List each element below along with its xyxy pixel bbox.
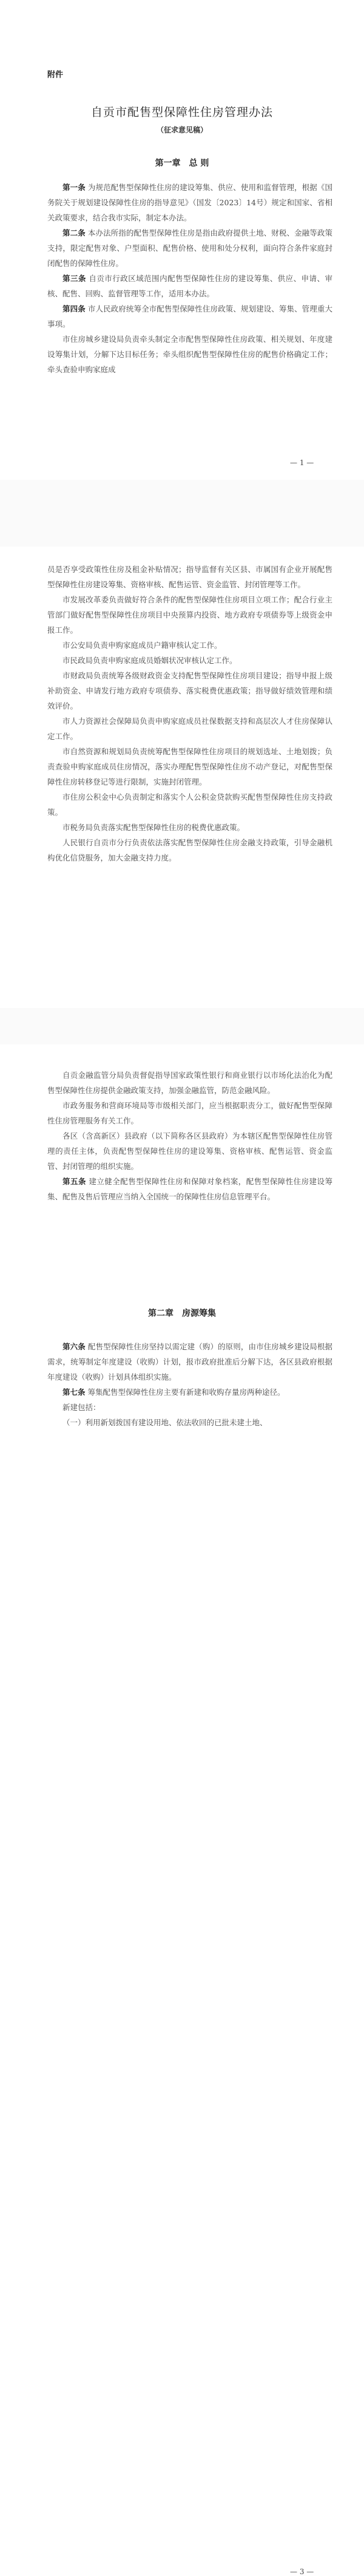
article-label: 第六条	[62, 1342, 86, 1351]
article-label: 第一条	[62, 183, 86, 192]
paragraph: 自贡金融监管分局负责督促指导国家政策性银行和商业银行以市场化法治化为配售型保障性住房提供金融政策支持，加强金融监管，防范金融风险。	[47, 1071, 332, 1095]
article-2	[47, 225, 332, 271]
page-1	[0, 0, 364, 480]
paragraph: 新建包括：	[62, 1403, 101, 1412]
page-gap	[0, 480, 364, 547]
article-label: 第四条	[62, 304, 86, 313]
page-3-body-top	[47, 1068, 332, 1204]
paragraph: 市公安局负责申购家庭成员户籍审核认定工作。	[62, 641, 222, 650]
article-1	[47, 180, 332, 225]
chapter-1-heading: 第一章 总 则	[155, 158, 209, 168]
page-number: — 1 —	[290, 458, 314, 467]
page-3	[0, 1044, 364, 2576]
paragraph: 市住房公积金中心负责制定和落实个人公积金贷款购买配售型保障性住房支持政策。	[47, 792, 332, 817]
article-7	[47, 1385, 332, 1400]
paragraph: （一）利用新划拨国有建设用地、依法收回的已批未建土地、	[62, 1418, 268, 1427]
article-text: 筹集配售型保障性住房主要有新建和收购存量房两种途径。	[85, 1388, 285, 1397]
article-text: 建立健全配售型保障性住房和保障对象档案，配售型保障性住房建设筹集、配售及售后管理应当纳入全国统一的保障性住房信息管理平台。	[47, 1177, 332, 1201]
paragraph: 市税务局负责落实配售型保障性住房的税费优惠政策。	[62, 823, 245, 832]
paragraph: 人民银行自贡市分行负责依法落实配售型保障性住房金融支持政策，引导金融机构优化信贷服务，加大金融支持力度。	[47, 838, 332, 862]
paragraph: 市住房城乡建设局负责牵头制定全市配售型保障性住房政策、相关规划、年度建设筹集计划，分解下达目标任务；牵头组织配售型保障性住房的配售价格确定工作；牵头查验申购家庭成	[47, 335, 332, 374]
paragraph: 员是否享受政策性住房及租金补贴情况；指导监督有关区县、市属国有企业开展配售型保障性住房建设筹集、资格审核、配售运管、资金监管、封闭管理等工作。	[47, 565, 332, 589]
paragraph: 市人力资源社会保障局负责申购家庭成员社保数据支持和高层次人才住房保障认定工作。	[47, 717, 332, 741]
article-text: 市人民政府统筹全市配售型保障性住房政策、规划建设、筹集、管理重大事项。	[47, 304, 332, 329]
article-text: 配售型保障性住房坚持以需定建（购）的原则，由市住房城乡建设局根据需求，统筹制定年度建设（收购）计划，报市政府批准后分解下达，各区县政府根据年度建设（收购）计划具体组织实施。	[47, 1342, 332, 1382]
article-label: 第七条	[62, 1388, 86, 1397]
page-3-body-bottom	[47, 1339, 332, 1430]
page-2	[0, 547, 364, 1008]
paragraph: 各区（含高新区）县政府（以下简称各区县政府）为本辖区配售型保障性住房管理的责任主体，负责配售型保障性住房的建设筹集、资格审核、配售运管、资金监管、封闭管理的组织实施。	[47, 1131, 332, 1171]
page-2-body	[47, 562, 332, 865]
document-title: 自贡市配售型保障性住房管理办法	[90, 106, 273, 119]
paragraph: 市发展改革委负责做好符合条件的配售型保障性住房项目立项工作；配合行业主管部门做好配售型保障性住房项目中央预算内投资、地方政府专项债券等上级资金申报工作。	[47, 595, 332, 635]
chapter-2-heading: 第二章 房源筹集	[148, 1309, 216, 1318]
paragraph: 市民政局负责申购家庭成员婚姻状况审核认定工作。	[62, 656, 237, 665]
paragraph: 市政务服务和营商环境局等市级相关部门，应当根据职责分工，做好配售型保障性住房管理服务有关工作。	[47, 1101, 332, 1125]
page-1-body	[47, 180, 332, 377]
article-label: 第二条	[62, 228, 86, 237]
attachment-label: 附件	[47, 70, 64, 80]
article-5	[47, 1174, 332, 1204]
article-3	[47, 271, 332, 301]
page-number: — 3 —	[290, 2567, 314, 2576]
page-gap	[0, 1008, 364, 1044]
article-text: 本办法所指的配售型保障性住房是指由政府提供土地、财税、金融等政策支持，限定配售对象、户型面积、配售价格、使用和处分权利，面向符合条件家庭封闭配售的保障性住房。	[47, 228, 332, 268]
paragraph: 市自然资源和规划局负责统筹配售型保障性住房项目的规划选址、土地划拨；负责查验申购家庭成员住房情况，落实办理配售型保障性住房不动产登记，对配售型保障性住房转移登记等进行限制，实施封闭管理。	[47, 747, 332, 786]
paragraph: 市财政局负责统筹各级财政资金支持配售型保障性住房项目建设；指导申报上级补助资金、申请发行地方政府专项债券、落实税费优惠政策；指导做好绩效管理和绩效评价。	[47, 671, 332, 710]
article-text: 为规范配售型保障性住房的建设筹集、供应、使用和监督管理，根据《国务院关于规划建设保障性住房的指导意见》（国发〔2023〕14号）规定和国家、省相关政策要求，结合我市实际，制定本办法。	[47, 183, 332, 222]
article-label: 第三条	[62, 274, 86, 283]
document-subtitle: （征求意见稿）	[156, 126, 207, 134]
article-4	[47, 301, 332, 332]
article-text: 自贡市行政区域范围内配售型保障性住房的建设筹集、供应、申请、审核、配售、回购、监督管理等工作，适用本办法。	[47, 274, 332, 298]
article-6	[47, 1339, 332, 1385]
article-label: 第五条	[62, 1177, 86, 1186]
